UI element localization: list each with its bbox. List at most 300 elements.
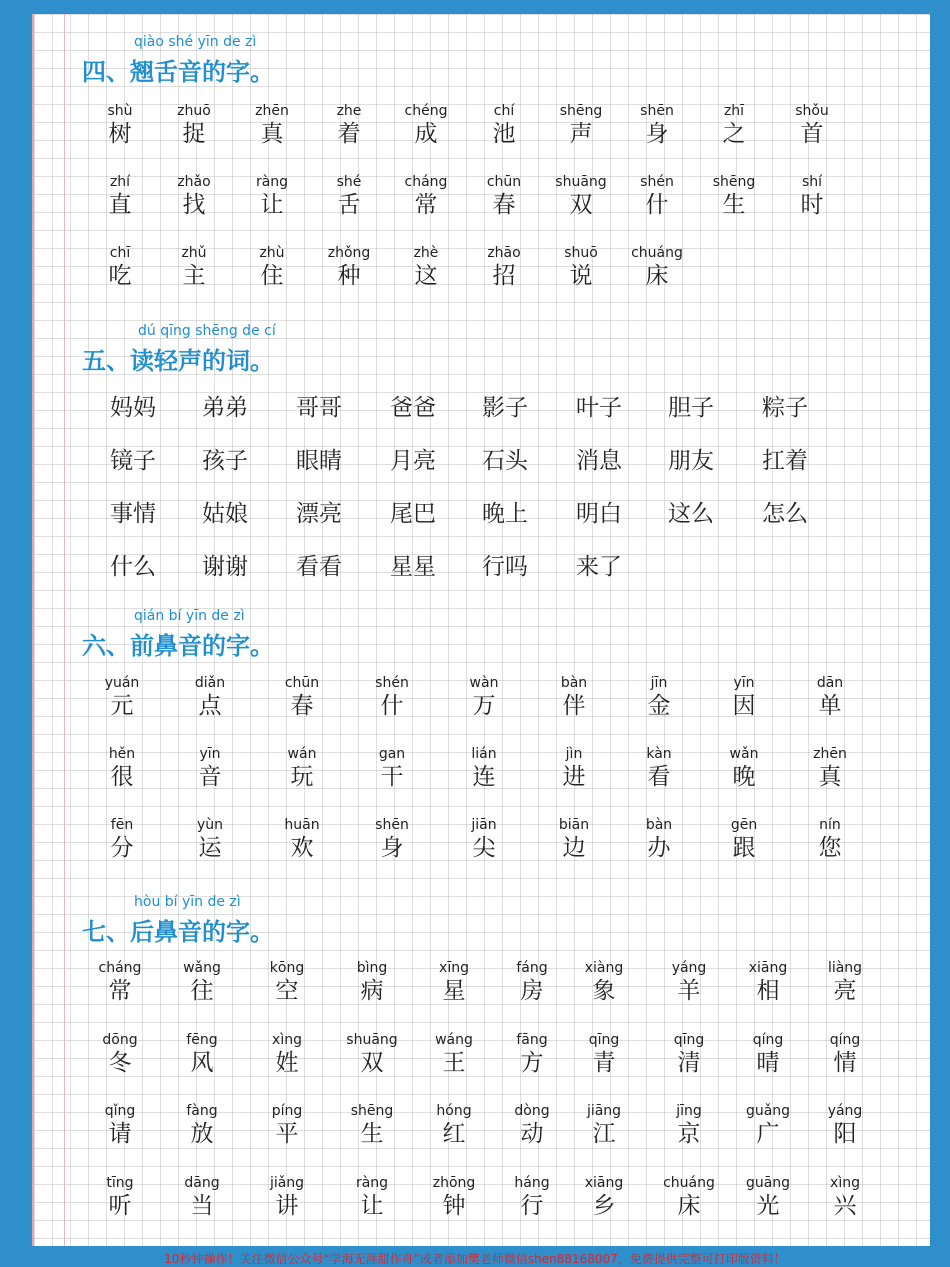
character-cell [154, 173, 234, 219]
hanzi: 树 [108, 121, 132, 147]
hanzi: 真 [260, 121, 284, 147]
pinyin: jiāng [586, 1103, 622, 1119]
character-cell [704, 816, 784, 862]
character-cell [80, 173, 160, 219]
pinyin: shí [801, 174, 823, 190]
pinyin: yùn [196, 817, 224, 833]
word: 妈妈 [110, 395, 156, 421]
character-cell [232, 244, 312, 290]
pinyin: lián [471, 746, 497, 762]
word: 谢谢 [202, 554, 248, 580]
pinyin: zhēn [813, 746, 847, 762]
word: 眼睛 [296, 448, 342, 474]
hanzi: 边 [562, 835, 586, 861]
word: 星星 [390, 554, 436, 580]
pinyin: hóng [436, 1103, 472, 1119]
hanzi: 这 [414, 263, 438, 289]
pinyin: bàn [645, 817, 673, 833]
character-cell [262, 816, 342, 862]
pinyin: fēn [110, 817, 134, 833]
hanzi: 青 [592, 1050, 616, 1076]
hanzi: 万 [472, 693, 496, 719]
hanzi: 象 [592, 978, 616, 1004]
word: 粽子 [762, 395, 808, 421]
pinyin: gēn [730, 817, 758, 833]
character-cell [82, 816, 162, 862]
pinyin: biān [558, 817, 590, 833]
hanzi: 动 [520, 1121, 544, 1147]
character-cell [728, 1031, 808, 1077]
character-cell [464, 244, 544, 290]
pinyin: jìn [565, 746, 583, 762]
pinyin: chéng [404, 103, 448, 119]
character-cell [170, 816, 250, 862]
character-cell [619, 674, 699, 720]
hanzi: 您 [818, 835, 842, 861]
hanzi: 身 [645, 121, 669, 147]
hanzi: 常 [414, 192, 438, 218]
hanzi: 行 [520, 1193, 544, 1219]
pinyin: fēng [186, 1032, 218, 1048]
pinyin: yáng [827, 1103, 863, 1119]
pinyin: shuō [564, 245, 598, 261]
character-cell [728, 959, 808, 1005]
word: 月亮 [390, 448, 436, 474]
character-cell [247, 1031, 327, 1077]
hanzi: 时 [800, 192, 824, 218]
character-cell [162, 959, 242, 1005]
word: 姑娘 [202, 501, 248, 527]
character-cell [247, 959, 327, 1005]
pinyin: zhǎo [177, 174, 211, 190]
character-cell [617, 244, 697, 290]
character-cell [728, 1174, 808, 1220]
word: 尾巴 [390, 501, 436, 527]
hanzi: 羊 [677, 978, 701, 1004]
character-cell [464, 173, 544, 219]
hanzi: 常 [108, 978, 132, 1004]
hanzi: 放 [190, 1121, 214, 1147]
hanzi: 运 [198, 835, 222, 861]
hanzi: 双 [360, 1050, 384, 1076]
pinyin: chī [109, 245, 131, 261]
hanzi: 直 [108, 192, 132, 218]
hanzi: 春 [290, 693, 314, 719]
character-cell [352, 816, 432, 862]
footer-note: 10秒钟操作！关注微信公众号“学海无涯甜作舟”或者添加樊老师微信shen88168007，免费提供完整可打印版资料！ [164, 1252, 786, 1266]
hanzi: 跟 [732, 835, 756, 861]
character-cell [80, 1102, 160, 1148]
pinyin: liàng [827, 960, 863, 976]
pinyin: wǎng [183, 960, 221, 976]
pinyin: xiāng [748, 960, 788, 976]
character-cell [694, 102, 774, 148]
pinyin: wǎn [729, 746, 759, 762]
hanzi: 真 [818, 764, 842, 790]
back-nasal-heading-pinyin: hòu bí yīn de zì [134, 894, 241, 910]
pinyin: píng [271, 1103, 303, 1119]
hanzi: 住 [260, 263, 284, 289]
hanzi: 之 [722, 121, 746, 147]
hanzi: 床 [677, 1193, 701, 1219]
character-cell [82, 674, 162, 720]
pinyin: shén [640, 174, 674, 190]
word: 事情 [110, 501, 156, 527]
pinyin: nín [819, 817, 841, 833]
character-cell [534, 816, 614, 862]
hanzi: 生 [360, 1121, 384, 1147]
pinyin: qíng [752, 1032, 784, 1048]
character-cell [649, 959, 729, 1005]
hanzi: 进 [562, 764, 586, 790]
pinyin: shēng [712, 174, 756, 190]
pinyin: shuāng [555, 174, 607, 190]
pinyin: zhù [259, 245, 285, 261]
word: 哥哥 [296, 395, 342, 421]
hanzi: 亮 [833, 978, 857, 1004]
character-cell [80, 244, 160, 290]
pinyin: qīng [673, 1032, 705, 1048]
hanzi: 星 [442, 978, 466, 1004]
hanzi: 身 [380, 835, 404, 861]
character-cell [80, 1174, 160, 1220]
character-cell [805, 959, 885, 1005]
character-cell [492, 959, 572, 1005]
pinyin: dān [816, 675, 844, 691]
character-cell [805, 1031, 885, 1077]
character-cell [154, 102, 234, 148]
pinyin: xīng [439, 960, 469, 976]
hanzi: 请 [108, 1121, 132, 1147]
pinyin: yáng [671, 960, 707, 976]
character-cell [414, 1031, 494, 1077]
word: 弟弟 [202, 395, 248, 421]
hanzi: 首 [800, 121, 824, 147]
character-cell [619, 745, 699, 791]
character-cell [564, 1174, 644, 1220]
character-cell [352, 745, 432, 791]
hanzi: 招 [492, 263, 516, 289]
pinyin: ràng [255, 174, 289, 190]
hanzi: 让 [260, 192, 284, 218]
pinyin: xìng [830, 1175, 860, 1191]
character-cell [80, 102, 160, 148]
hanzi: 尖 [472, 835, 496, 861]
hanzi: 双 [569, 192, 593, 218]
hanzi: 红 [442, 1121, 466, 1147]
hanzi: 广 [756, 1121, 780, 1147]
character-cell [444, 674, 524, 720]
word: 消息 [576, 448, 622, 474]
pinyin: xìng [272, 1032, 302, 1048]
character-cell [232, 173, 312, 219]
pinyin: xiāng [584, 1175, 624, 1191]
character-cell [386, 173, 466, 219]
character-cell [247, 1102, 327, 1148]
character-cell [247, 1174, 327, 1220]
hanzi: 清 [677, 1050, 701, 1076]
hanzi: 往 [190, 978, 214, 1004]
pinyin: dōng [102, 1032, 138, 1048]
character-cell [170, 745, 250, 791]
pinyin: diǎn [194, 675, 226, 691]
hanzi: 看 [647, 764, 671, 790]
pinyin: tīng [106, 1175, 134, 1191]
hanzi: 情 [833, 1050, 857, 1076]
hanzi: 池 [492, 121, 516, 147]
character-cell [694, 173, 774, 219]
worksheet-page [32, 14, 930, 1246]
pinyin: dāng [184, 1175, 220, 1191]
hanzi: 办 [647, 835, 671, 861]
character-cell [649, 1031, 729, 1077]
word: 晚上 [482, 501, 528, 527]
character-cell [80, 1031, 160, 1077]
hanzi: 风 [190, 1050, 214, 1076]
character-cell [82, 745, 162, 791]
character-cell [704, 674, 784, 720]
hanzi: 金 [647, 693, 671, 719]
hanzi: 什 [380, 693, 404, 719]
word: 影子 [482, 395, 528, 421]
pinyin: chuáng [631, 245, 683, 261]
character-cell [564, 1031, 644, 1077]
hanzi: 房 [520, 978, 544, 1004]
word: 石头 [482, 448, 528, 474]
character-cell [704, 745, 784, 791]
character-cell [772, 102, 852, 148]
pinyin: zhēn [255, 103, 289, 119]
word: 看看 [296, 554, 342, 580]
character-cell [805, 1174, 885, 1220]
character-cell [617, 173, 697, 219]
character-cell [262, 745, 342, 791]
pinyin: shén [375, 675, 409, 691]
hanzi: 听 [108, 1193, 132, 1219]
hanzi: 光 [756, 1193, 780, 1219]
pinyin: fàng [186, 1103, 218, 1119]
pinyin: fāng [516, 1032, 548, 1048]
hanzi: 伴 [562, 693, 586, 719]
pinyin: zhè [413, 245, 439, 261]
pinyin: zhī [723, 103, 745, 119]
character-cell [444, 816, 524, 862]
hanzi: 相 [756, 978, 780, 1004]
pinyin: shēn [375, 817, 409, 833]
hanzi: 点 [198, 693, 222, 719]
pinyin: yuán [104, 675, 140, 691]
word: 漂亮 [296, 501, 342, 527]
hanzi: 春 [492, 192, 516, 218]
pinyin: zhāo [487, 245, 521, 261]
character-cell [309, 244, 389, 290]
word: 爸爸 [390, 395, 436, 421]
character-cell [772, 173, 852, 219]
hanzi: 很 [110, 764, 134, 790]
character-cell [162, 1174, 242, 1220]
character-cell [332, 1102, 412, 1148]
character-cell [444, 745, 524, 791]
character-cell [309, 173, 389, 219]
pinyin: shēn [640, 103, 674, 119]
character-cell [170, 674, 250, 720]
hanzi: 捉 [182, 121, 206, 147]
pinyin: zhǔ [181, 245, 207, 261]
character-cell [414, 959, 494, 1005]
pinyin: zhuō [177, 103, 211, 119]
hanzi: 吃 [108, 263, 132, 289]
word: 怎么 [762, 501, 808, 527]
word: 孩子 [202, 448, 248, 474]
character-cell [332, 1174, 412, 1220]
pinyin: jīn [650, 675, 668, 691]
character-cell [414, 1102, 494, 1148]
hanzi: 病 [360, 978, 384, 1004]
hanzi: 床 [645, 263, 669, 289]
pinyin: zhōng [432, 1175, 476, 1191]
retroflex-heading: 四、翘舌音的字。 [82, 57, 274, 86]
hanzi: 声 [569, 121, 593, 147]
pinyin: shēng [350, 1103, 394, 1119]
word: 什么 [110, 554, 156, 580]
pinyin: wàn [469, 675, 499, 691]
hanzi: 音 [198, 764, 222, 790]
character-cell [649, 1174, 729, 1220]
hanzi: 玩 [290, 764, 314, 790]
pinyin: shé [336, 174, 362, 190]
back-nasal-heading: 七、后鼻音的字。 [82, 917, 274, 946]
neutral-tone-heading-pinyin: dú qīng shēng de cí [138, 323, 276, 339]
hanzi: 欢 [290, 835, 314, 861]
pinyin: kàn [646, 746, 672, 762]
character-cell [790, 816, 870, 862]
pinyin: bàn [560, 675, 588, 691]
character-cell [414, 1174, 494, 1220]
hanzi: 分 [110, 835, 134, 861]
character-cell [541, 244, 621, 290]
hanzi: 元 [110, 693, 134, 719]
pinyin: huān [284, 817, 320, 833]
word: 镜子 [110, 448, 156, 474]
hanzi: 当 [190, 1193, 214, 1219]
character-cell [386, 244, 466, 290]
hanzi: 种 [337, 263, 361, 289]
hanzi: 说 [569, 263, 593, 289]
character-cell [564, 959, 644, 1005]
character-cell [728, 1102, 808, 1148]
hanzi: 单 [818, 693, 842, 719]
hanzi: 生 [722, 192, 746, 218]
pinyin: zhí [109, 174, 131, 190]
character-cell [541, 173, 621, 219]
margin-line [64, 14, 65, 1246]
hanzi: 乡 [592, 1193, 616, 1219]
pinyin: zhǒng [327, 245, 371, 261]
character-cell [790, 674, 870, 720]
pinyin: kōng [269, 960, 305, 976]
character-cell [617, 102, 697, 148]
pinyin: qǐng [104, 1103, 136, 1119]
character-cell [162, 1102, 242, 1148]
character-cell [649, 1102, 729, 1148]
character-cell [232, 102, 312, 148]
front-nasal-heading: 六、前鼻音的字。 [82, 631, 274, 660]
pinyin: shù [107, 103, 133, 119]
character-cell [492, 1031, 572, 1077]
hanzi: 成 [414, 121, 438, 147]
pinyin: dòng [514, 1103, 550, 1119]
neutral-tone-heading: 五、读轻声的词。 [82, 346, 274, 375]
pinyin: wán [287, 746, 317, 762]
character-cell [80, 959, 160, 1005]
pinyin: guǎng [745, 1103, 791, 1119]
hanzi: 兴 [833, 1193, 857, 1219]
character-cell [352, 674, 432, 720]
character-cell [309, 102, 389, 148]
word: 来了 [576, 554, 622, 580]
word: 扛着 [762, 448, 808, 474]
hanzi: 方 [520, 1050, 544, 1076]
character-cell [162, 1031, 242, 1077]
hanzi: 连 [472, 764, 496, 790]
hanzi: 钟 [442, 1193, 466, 1219]
hanzi: 让 [360, 1193, 384, 1219]
pinyin: fáng [516, 960, 548, 976]
pinyin: yīn [199, 746, 221, 762]
word: 这么 [668, 501, 714, 527]
character-cell [386, 102, 466, 148]
hanzi: 讲 [275, 1193, 299, 1219]
hanzi: 干 [380, 764, 404, 790]
character-cell [492, 1102, 572, 1148]
character-cell [564, 1102, 644, 1148]
pinyin: gan [378, 746, 406, 762]
hanzi: 因 [732, 693, 756, 719]
character-cell [619, 816, 699, 862]
hanzi: 什 [645, 192, 669, 218]
pinyin: zhe [336, 103, 362, 119]
pinyin: hěn [108, 746, 136, 762]
character-cell [534, 674, 614, 720]
pinyin: ràng [355, 1175, 389, 1191]
character-cell [790, 745, 870, 791]
hanzi: 冬 [108, 1050, 132, 1076]
hanzi: 找 [182, 192, 206, 218]
character-cell [492, 1174, 572, 1220]
pinyin: cháng [98, 960, 142, 976]
hanzi: 空 [275, 978, 299, 1004]
hanzi: 晴 [756, 1050, 780, 1076]
pinyin: chūn [486, 174, 522, 190]
character-cell [541, 102, 621, 148]
pinyin: chuáng [663, 1175, 715, 1191]
word: 叶子 [576, 395, 622, 421]
character-cell [534, 745, 614, 791]
pinyin: shuāng [346, 1032, 398, 1048]
pinyin: shēng [559, 103, 603, 119]
pinyin: shǒu [795, 103, 829, 119]
character-cell [464, 102, 544, 148]
hanzi: 阳 [833, 1121, 857, 1147]
character-cell [332, 1031, 412, 1077]
pinyin: chūn [284, 675, 320, 691]
character-cell [154, 244, 234, 290]
pinyin: qíng [829, 1032, 861, 1048]
hanzi: 京 [677, 1121, 701, 1147]
pinyin: xiàng [584, 960, 624, 976]
pinyin: chí [493, 103, 515, 119]
word: 明白 [576, 501, 622, 527]
